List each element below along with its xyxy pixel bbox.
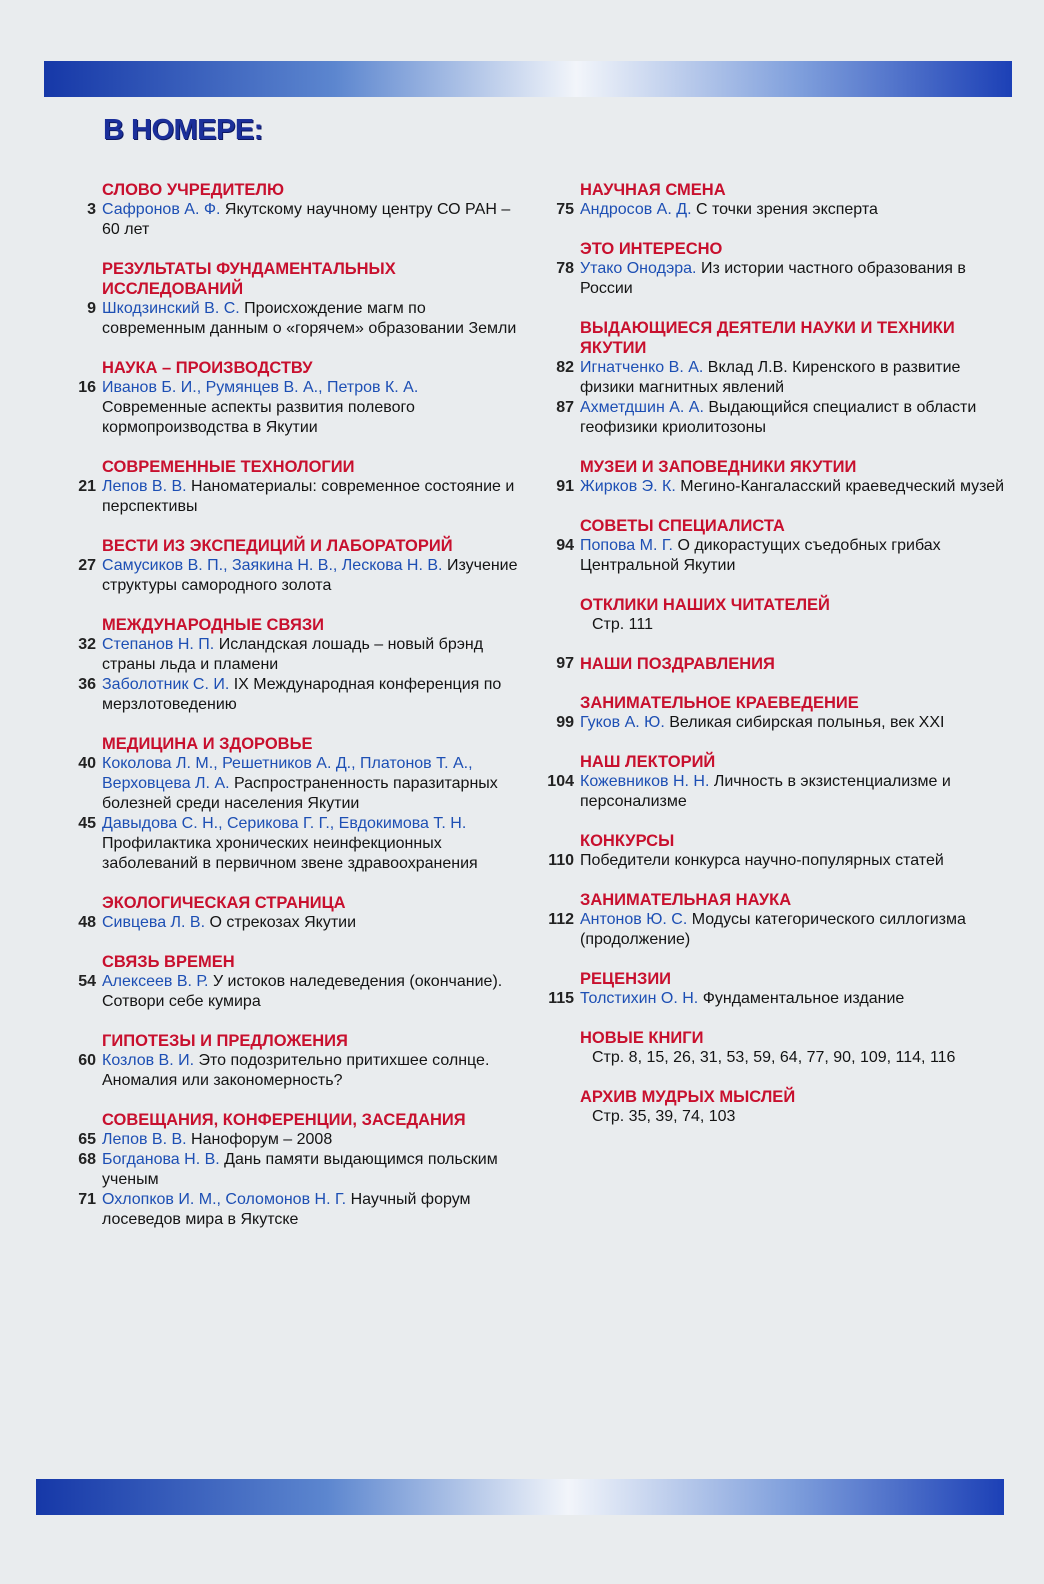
entry-text [102, 378, 526, 438]
toc-entry [50, 754, 526, 814]
page-number: 9 [87, 300, 96, 317]
bottom-decorative-bar [36, 1479, 1004, 1515]
toc-section [50, 734, 526, 874]
toc-entry [50, 972, 526, 1012]
section-title-row [528, 318, 1016, 358]
page-number: 32 [78, 636, 96, 653]
toc-entry [50, 556, 526, 596]
toc-entry [528, 477, 1016, 497]
entry-text [102, 972, 526, 1012]
page-number: 48 [78, 914, 96, 931]
entry-title: Наноматериалы: современное состояние и перспективы [102, 478, 515, 515]
entry-author: Кожевников Н. Н. [580, 773, 710, 790]
entry-author: Заболотник С. И. [102, 676, 230, 693]
toc-section [50, 259, 526, 339]
page-number: 36 [78, 676, 96, 693]
page-number: 54 [78, 973, 96, 990]
entry-title: Якутскому научному центру СО РАН – 60 лет [102, 201, 511, 238]
section-title-row [528, 239, 1016, 259]
toc-section [528, 654, 1016, 674]
entry-title: Современные аспекты развития полевого кормопроизводства в Якутии [102, 399, 415, 436]
page-number-spacer [528, 1028, 580, 1048]
section-title-row [50, 1110, 526, 1130]
page-number: 71 [78, 1191, 96, 1208]
toc-entry [528, 910, 1016, 950]
entry-author: Сафронов А. Ф. [102, 201, 221, 218]
section-title: ЗАНИМАТЕЛЬНОЕ КРАЕВЕДЕНИЕ [580, 694, 859, 712]
page-reference: Стр. 35, 39, 74, 103 [592, 1108, 736, 1125]
toc-entry [528, 358, 1016, 398]
page-title: В НОМЕРЕ: [103, 114, 263, 146]
section-title: РЕЗУЛЬТАТЫ ФУНДАМЕНТАЛЬНЫХ ИССЛЕДОВАНИЙ [102, 260, 396, 298]
page-number: 45 [78, 815, 96, 832]
entry-title: Это подозрительно притихшее солнце. Аномалия или закономерность? [102, 1052, 490, 1089]
page-number-spacer [528, 180, 580, 200]
entry-title: Научный форум лосеведов мира в Якутске [102, 1191, 471, 1228]
toc-entry [528, 772, 1016, 812]
entry-title: У истоков наледеведения (окончание). Сотвори себе кумира [102, 973, 503, 1010]
toc-section [50, 358, 526, 438]
toc-entry [50, 1150, 526, 1190]
toc-entry [528, 713, 1016, 733]
entry-text [580, 259, 1016, 299]
entry-text [102, 1130, 526, 1150]
toc-section [528, 693, 1016, 733]
page-number: 60 [78, 1052, 96, 1069]
page-number-spacer [50, 734, 102, 754]
page-number-spacer [528, 752, 580, 772]
page-number: 104 [547, 773, 574, 790]
section-title-row [528, 180, 1016, 200]
page-number-spacer [50, 1031, 102, 1051]
section-title-row [50, 358, 526, 378]
section-title: СОВРЕМЕННЫЕ ТЕХНОЛОГИИ [102, 458, 355, 476]
page-number: 78 [556, 260, 574, 277]
entry-title: Профилактика хронических неинфекционных заболеваний в первичном звене здравоохранения [102, 835, 478, 872]
section-title: ЭКОЛОГИЧЕСКАЯ СТРАНИЦА [102, 894, 346, 912]
page-number: 68 [78, 1151, 96, 1168]
page-number-spacer [528, 239, 580, 259]
page-number: 75 [556, 201, 574, 218]
section-title: РЕЦЕНЗИИ [580, 970, 672, 988]
entry-author: Толстихин О. Н. [580, 990, 699, 1007]
toc-section [50, 615, 526, 715]
section-title: НАУЧНАЯ СМЕНА [580, 181, 726, 199]
toc-entry [50, 1130, 526, 1150]
entry-text [580, 536, 1016, 576]
section-title: АРХИВ МУДРЫХ МЫСЛЕЙ [580, 1088, 796, 1106]
entry-title: Изучение структуры самородного золота [102, 557, 518, 594]
page-number-spacer [528, 1087, 580, 1107]
section-title: КОНКУРСЫ [580, 832, 675, 850]
entry-text [102, 754, 526, 814]
page-number: 40 [78, 755, 96, 772]
entry-title: О дикорастущих съедобных грибах Центральной Якутии [580, 537, 941, 574]
entry-title: Происхождение магм по современным данным о «горячем» образовании Земли [102, 300, 517, 337]
page-number-spacer [528, 969, 580, 989]
entry-author: Козлов В. И. [102, 1052, 195, 1069]
entry-title: Мегино-Кангаласский краеведческий музей [680, 478, 1005, 495]
entry-title: Победители конкурса научно-популярных статей [580, 852, 944, 869]
toc-entry [50, 1051, 526, 1091]
entry-author: Сивцева Л. В. [102, 914, 206, 931]
section-title: СОВЕТЫ СПЕЦИАЛИСТА [580, 517, 785, 535]
section-title-row [528, 516, 1016, 536]
entry-text [580, 200, 1016, 220]
entry-author: Богданова Н. В. [102, 1151, 220, 1168]
page-number-spacer [528, 693, 580, 713]
section-title-row [50, 180, 526, 200]
toc-section [528, 180, 1016, 220]
entry-author: Попова М. Г. [580, 537, 673, 554]
toc-entry [528, 536, 1016, 576]
entry-text [102, 556, 526, 596]
entry-title: С точки зрения эксперта [695, 201, 878, 218]
toc-section [50, 952, 526, 1012]
toc-entry [528, 851, 1016, 871]
toc-section [50, 893, 526, 933]
entry-text [580, 989, 1016, 1009]
toc-entry [50, 814, 526, 874]
section-title-row [50, 259, 526, 299]
page-number: 27 [78, 557, 96, 574]
entry-author: Степанов Н. П. [102, 636, 215, 653]
entry-author: Жирков Э. К. [580, 478, 676, 495]
entry-text [580, 851, 1016, 871]
section-title: ЗАНИМАТЕЛЬНАЯ НАУКА [580, 891, 792, 909]
page-number: 21 [78, 478, 96, 495]
entry-author: Антонов Ю. С. [580, 911, 688, 928]
section-title: НАШИ ПОЗДРАВЛЕНИЯ [580, 655, 775, 673]
page-number: 3 [87, 201, 96, 218]
section-title-row [528, 831, 1016, 851]
entry-title: О стрекозах Якутии [209, 914, 357, 931]
toc-section [528, 752, 1016, 812]
page-number-spacer [528, 890, 580, 910]
section-title-row [528, 693, 1016, 713]
entry-author: Игнатченко В. А. [580, 359, 704, 376]
page-reference: Стр. 111 [592, 616, 653, 633]
entry-author: Давыдова С. Н., Серикова Г. Г., Евдокимова Т. Н. [102, 815, 467, 832]
toc-section [528, 969, 1016, 1009]
section-title: НОВЫЕ КНИГИ [580, 1029, 704, 1047]
toc-entry [50, 635, 526, 675]
toc-section [50, 180, 526, 240]
section-title: СВЯЗЬ ВРЕМЕН [102, 953, 235, 971]
toc-entry [50, 477, 526, 517]
section-title: МЕЖДУНАРОДНЫЕ СВЯЗИ [102, 616, 325, 634]
toc-section [528, 457, 1016, 497]
section-title-row [528, 1087, 1016, 1107]
page-number-spacer [50, 536, 102, 556]
page-number-spacer [50, 615, 102, 635]
entry-text [102, 814, 526, 874]
toc-entry [528, 989, 1016, 1009]
entry-text [102, 299, 526, 339]
page-number-spacer [528, 318, 580, 358]
entry-text [102, 1051, 526, 1091]
section-title-row [528, 457, 1016, 477]
entry-title: Из истории частного образования в России [580, 260, 966, 297]
toc-entry [50, 1190, 526, 1230]
page-number-spacer [50, 952, 102, 972]
page-number: 115 [548, 990, 574, 1007]
section-title-row [50, 536, 526, 556]
section-title-row [50, 952, 526, 972]
entry-text [580, 477, 1016, 497]
toc-entry [528, 259, 1016, 299]
toc-entry [528, 200, 1016, 220]
page-number-spacer [50, 457, 102, 477]
entry-title: Распространенность паразитарных болезней среди населения Якутии [102, 775, 498, 812]
entry-text [580, 713, 1016, 733]
page-number: 65 [78, 1131, 96, 1148]
section-title-row [528, 1028, 1016, 1048]
entry-text [102, 913, 526, 933]
page-number-spacer [50, 259, 102, 299]
entry-author: Лепов В. В. [102, 1131, 187, 1148]
entry-title: Личность в экзистенциализме и персонализме [580, 773, 951, 810]
entry-author: Ахметдшин А. А. [580, 399, 704, 416]
page-number: 91 [556, 478, 574, 495]
section-title: ГИПОТЕЗЫ И ПРЕДЛОЖЕНИЯ [102, 1032, 348, 1050]
entry-title: Выдающийся специалист в области геофизики криолитозоны [580, 399, 977, 436]
toc-section [50, 457, 526, 517]
entry-title: Нанофорум – 2008 [191, 1131, 333, 1148]
section-title: МУЗЕИ И ЗАПОВЕДНИКИ ЯКУТИИ [580, 458, 857, 476]
entry-author: Коколова Л. М., Решетников А. Д., Платонов Т. А., Верховцева Л. А. [102, 755, 473, 792]
page-number: 94 [556, 537, 574, 554]
page-number-spacer [528, 516, 580, 536]
entry-author: Охлопков И. М., Соломонов Н. Г. [102, 1191, 347, 1208]
page-number: 97 [556, 655, 574, 672]
entry-author: Иванов Б. И., Румянцев В. А., Петров К. А. [102, 379, 419, 396]
entry-title: Вклад Л.В. Киренского в развитие физики магнитных явлений [580, 359, 961, 396]
page-number-spacer [50, 358, 102, 378]
page-number: 16 [78, 379, 96, 396]
section-title: ВЕСТИ ИЗ ЭКСПЕДИЦИЙ И ЛАБОРАТОРИЙ [102, 537, 453, 555]
toc-section [50, 1110, 526, 1230]
toc-entry [50, 675, 526, 715]
entry-title: Фундаментальное издание [702, 990, 905, 1007]
toc-entry [528, 398, 1016, 438]
entry-title: Великая сибирская полынья, век XXI [669, 714, 945, 731]
page-number-spacer [528, 457, 580, 477]
toc-section [528, 831, 1016, 871]
entry-title: Дань памяти выдающимся польским ученым [102, 1151, 498, 1188]
toc-section [528, 595, 1016, 635]
page-number-spacer [528, 831, 580, 851]
page-number-spacer [50, 180, 102, 200]
entry-text [102, 477, 526, 517]
entry-title: Модусы категорического силлогизма (продолжение) [580, 911, 966, 948]
section-title: ВЫДАЮЩИЕСЯ ДЕЯТЕЛИ НАУКИ И ТЕХНИКИ ЯКУТИИ [580, 319, 955, 357]
page-number: 112 [548, 911, 574, 928]
toc-section [528, 1087, 1016, 1127]
entry-text [580, 398, 1016, 438]
entry-title: IX Международная конференция по мерзлотоведению [102, 676, 502, 713]
page-number: 82 [556, 359, 574, 376]
entry-text [102, 200, 526, 240]
page-number: 87 [556, 399, 574, 416]
entry-author: Андросов А. Д. [580, 201, 692, 218]
section-title-row [528, 890, 1016, 910]
section-title-row [50, 1031, 526, 1051]
entry-author: Алексеев В. Р. [102, 973, 209, 990]
toc-section [528, 890, 1016, 950]
entry-author: Гуков А. Ю. [580, 714, 665, 731]
page-number: 110 [548, 852, 574, 869]
section-title: МЕДИЦИНА И ЗДОРОВЬЕ [102, 735, 313, 753]
page-number: 99 [556, 714, 574, 731]
entry-author: Лепов В. В. [102, 478, 187, 495]
top-decorative-bar [44, 61, 1012, 97]
section-title-row [528, 595, 1016, 615]
section-title-row [50, 615, 526, 635]
toc-entry [50, 200, 526, 240]
entry-title: Исландская лошадь – новый брэнд страны льда и пламени [102, 636, 484, 673]
toc-section [528, 516, 1016, 576]
page-number-spacer [528, 595, 580, 615]
toc-section [528, 239, 1016, 299]
page-number-spacer [50, 893, 102, 913]
entry-text [102, 635, 526, 675]
entry-text [102, 1150, 526, 1190]
section-title: НАШ ЛЕКТОРИЙ [580, 753, 716, 771]
toc-entry [50, 299, 526, 339]
page-number-spacer [50, 1110, 102, 1130]
toc-left-column [50, 180, 526, 1249]
toc-entry [50, 378, 526, 438]
section-title: СЛОВО УЧРЕДИТЕЛЮ [102, 181, 284, 199]
entry-text [580, 910, 1016, 950]
section-title: СОВЕЩАНИЯ, КОНФЕРЕНЦИИ, ЗАСЕДАНИЯ [102, 1111, 466, 1129]
section-title-row [528, 752, 1016, 772]
toc-section [528, 1028, 1016, 1068]
section-title-row [50, 457, 526, 477]
section-title-row [50, 734, 526, 754]
entry-text [102, 1190, 526, 1230]
page-reference: Стр. 8, 15, 26, 31, 53, 59, 64, 77, 90, 109, 114, 116 [592, 1049, 956, 1066]
entry-text [580, 772, 1016, 812]
entry-text [102, 675, 526, 715]
toc-section [528, 318, 1016, 438]
toc-right-column [528, 180, 1016, 1146]
section-title-row [528, 654, 1016, 674]
toc-section [50, 536, 526, 596]
section-title: ЭТО ИНТЕРЕСНО [580, 240, 723, 258]
entry-author: Самусиков В. П., Заякина Н. В., Лескова Н. В. [102, 557, 443, 574]
section-title: ОТКЛИКИ НАШИХ ЧИТАТЕЛЕЙ [580, 596, 830, 614]
toc-entry [50, 913, 526, 933]
entry-author: Шкодзинский В. С. [102, 300, 240, 317]
section-title: НАУКА – ПРОИЗВОДСТВУ [102, 359, 313, 377]
toc-section [50, 1031, 526, 1091]
section-title-row [528, 969, 1016, 989]
entry-text [580, 358, 1016, 398]
section-title-row [50, 893, 526, 913]
entry-author: Утако Онодэра. [580, 260, 697, 277]
